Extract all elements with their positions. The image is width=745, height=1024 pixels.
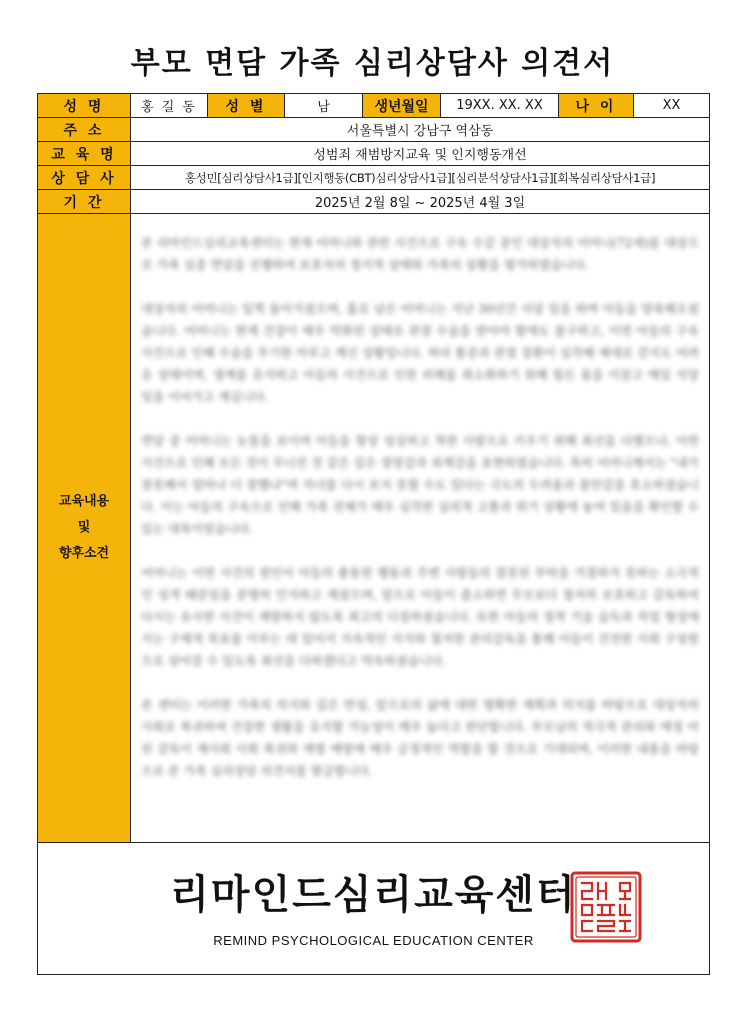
address-value: 서울특별시 강남구 역삼동 — [131, 118, 709, 141]
content-label — [38, 214, 131, 842]
age-label: 나 이 — [559, 94, 634, 117]
row-course — [38, 142, 709, 166]
age-value: XX — [634, 94, 709, 117]
period-value: 2025년 2월 8일 ~ 2025년 4월 3일 — [131, 190, 709, 213]
center-name-english: REMIND PSYCHOLOGICAL EDUCATION CENTER — [213, 933, 534, 948]
opinion-form — [37, 93, 710, 975]
counselor-value: 홍성민[심리상담사1급][인지행동(CBT)심리상담사1급][심리분석상담사1급][회복심리상담사1급] — [131, 166, 709, 189]
row-period — [38, 190, 709, 214]
period-label: 기 간 — [38, 190, 131, 213]
content-paragraph: 면담 중 어머니는 눈물을 보이며 아들을 항상 성실하고 착한 사람으로 키우기 위해 최선을 다했으나, 이번 사건으로 인해 모든 것이 무너진 것 같은 깊은 절망감과 죄책감을 표현하였습니다. 특히 어머니께서는 "내가 잘못해서 엄마나 더 잘했냐"며 자녀를 다시 보지 못할 수도 있다는 극도의 두려움과 불안감을 호소하셨습니다. 이는 아들의 구속으로 인해 가족 전체가 매우 심각한 심리적 고통과 위기 상황에 놓여 있음을 확인할 수 있는 대목이었습니다. — [141, 434, 699, 536]
birth-label: 생년월일 — [363, 94, 441, 117]
row-basic-info — [38, 94, 709, 118]
content-label-line2: 및 — [77, 520, 91, 535]
content-paragraph: 본 리마인드심리교육센터는 현재 어머니와 관련 사건으로 구속 수감 중인 대상자의 어머니(72세)를 대상으로 가족 심층 면담을 진행하여 보호자의 정서적 상태와 가족의 상황을 평가하였습니다. — [141, 236, 699, 272]
official-seal-icon — [570, 871, 642, 943]
birth-value: 19XX. XX. XX — [441, 94, 559, 117]
counselor-label: 상 담 사 — [38, 166, 131, 189]
content-paragraph: 대상자의 어머니는 일찍 돌아가셨으며, 홀로 남은 어머니는 지난 30년간 식당 일을 하며 아들을 양육해오셨습니다. 어머니는 현재 건강이 매우 악화된 상태로 관절 수술을 받아야 함에도 불구하고, 이번 아들의 구속 사건으로 인해 수술을 무기한 미루고 계신 상황입니다. 허리 통증과 관절 질환이 심각해 제대로 걷지도 어려운 상태이며, 생계를 유지하고 아들의 사건으로 인한 피해를 최소화하기 위해 힘든 몸을 이끌고 매일 식당 일을 이어가고 계십니다. — [141, 302, 699, 404]
row-address — [38, 118, 709, 142]
row-content — [38, 214, 709, 843]
name-label: 성 명 — [38, 94, 131, 117]
gender-label: 성 별 — [208, 94, 285, 117]
footer — [38, 843, 709, 974]
name-value: 홍 길 동 — [131, 94, 208, 117]
content-paragraph: 어머니는 이번 사건의 원인이 아들의 충동한 행동과 주변 사람들의 잘못된 부탁을 거절하지 못하는 소극적인 성격 때문임을 분명히 인지하고 계셨으며, 앞으로 아들이 출소하면 무모보다 철저히 보호하고 감독하여 다시는 유사한 사건이 재발하지 않도록 최고의 다짐하셨습니다. 또한 아들의 정착 기술 습득과 직업 형성에서는 구체적 목표를 이루는 데 있어서 지속적인 지지와 철저한 관리감독을 통해 아들이 건전한 사회 구성원으로 살아갈 수 있도록 최선을 다하겠다고 약속하셨습니다. — [141, 566, 699, 668]
gender-value: 남 — [285, 94, 363, 117]
row-counselor — [38, 166, 709, 190]
document-title: 부모 면담 가족 심리상담사 의견서 — [130, 46, 615, 81]
center-name: 리마인드심리교육센터 — [170, 871, 577, 918]
content-paragraph: 본 센터는 이러한 가족의 의지와 깊은 반성, 앞으로의 삶에 대한 명확한 계획과 의지를 바탕으로 대상자의 사회로 복귀하여 건강한 생활을 유지할 가능성이 매우 높다고 판단합니다. 부모님의 적극적 관리와 애정 어린 감독이 재사회 사회 복귀와 재범 예방에 매우 긍정적인 역할을 할 것으로 기대되며, 이러한 내용을 바탕으로 본 가족 심리상담 의견서를 발급합니다. — [141, 698, 699, 778]
course-value: 성범죄 재범방지교육 및 인지행동개선 — [131, 142, 709, 165]
content-label-line3: 향후소견 — [58, 546, 110, 561]
content-label-line1: 교육내용 — [58, 494, 110, 509]
course-label: 교 육 명 — [38, 142, 131, 165]
content-body — [131, 214, 709, 842]
address-label: 주 소 — [38, 118, 131, 141]
